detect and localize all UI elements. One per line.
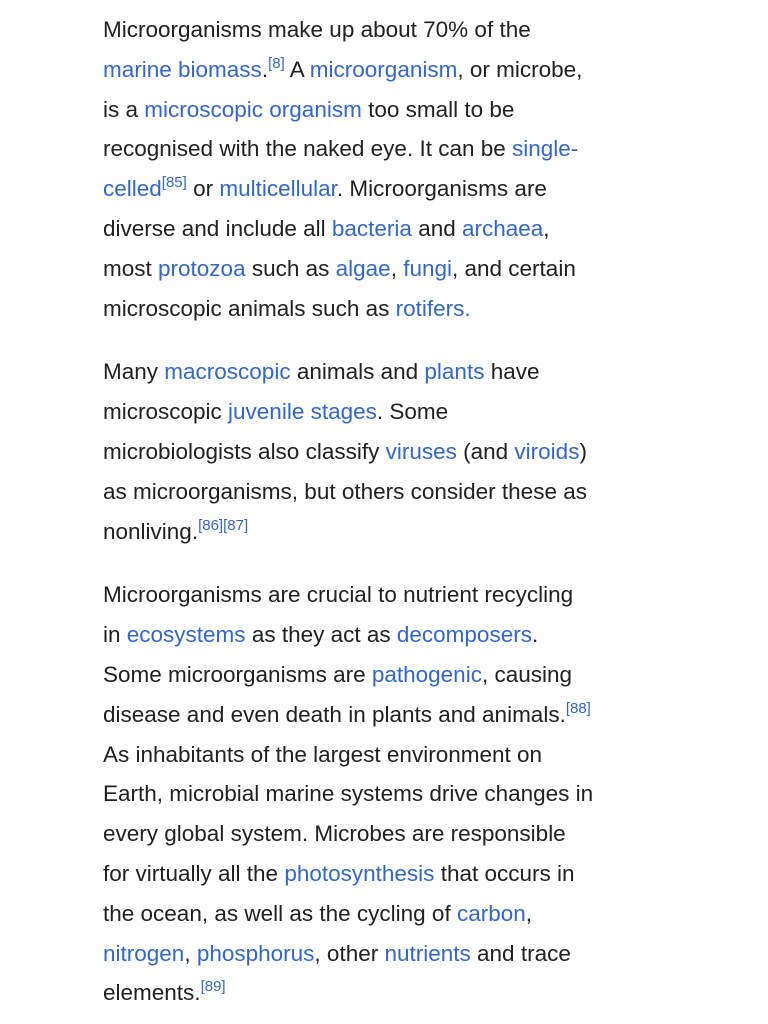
text: too small to be (361, 96, 515, 122)
link-microscopic-organism[interactable]: microscopic organism (144, 96, 362, 122)
link-multicellular[interactable]: multicellular (219, 176, 337, 202)
link-nitrogen[interactable]: nitrogen (103, 940, 185, 966)
text: most (103, 255, 159, 281)
text: animals and (290, 359, 425, 385)
text: diverse and include all (103, 215, 332, 241)
text-line (103, 352, 683, 392)
text: and trace (470, 940, 571, 966)
paragraph-3 (103, 575, 683, 1013)
text-line (103, 90, 683, 130)
text: . Microorganisms are (336, 176, 547, 202)
citation-87[interactable]: [87] (223, 516, 249, 534)
link-fungi[interactable]: fungi (403, 255, 452, 281)
text-line (103, 854, 683, 894)
text-line (103, 934, 683, 974)
text-line (103, 392, 683, 432)
text-line (103, 973, 683, 1013)
link-bacteria[interactable]: bacteria (331, 215, 412, 241)
paragraph-2 (103, 352, 683, 551)
text: Microorganisms make up about 70% of the (103, 17, 531, 42)
text-line (103, 432, 683, 472)
text-line (103, 695, 683, 735)
citation-89[interactable]: [89] (200, 978, 226, 996)
text-line (103, 894, 683, 934)
link-phosphorus[interactable]: phosphorus (196, 940, 315, 966)
link-plants[interactable]: plants (424, 359, 485, 385)
text-line (103, 814, 683, 854)
text: and (411, 215, 462, 241)
text: , (184, 940, 197, 966)
link-pathogenic[interactable]: pathogenic (371, 661, 482, 687)
text: . (531, 622, 539, 648)
text: elements. (103, 980, 201, 1006)
link-photosynthesis[interactable]: photosynthesis (284, 860, 435, 886)
text: disease and even death in plants and animals. (103, 701, 566, 727)
link-protozoa[interactable]: protozoa (158, 255, 246, 281)
text: , and certain (452, 255, 576, 281)
text: , other (314, 940, 385, 966)
link-viroids[interactable]: viroids (514, 438, 580, 464)
citation-85[interactable]: [85] (161, 174, 187, 192)
citation-88[interactable]: [88] (565, 699, 591, 717)
text-line (103, 129, 683, 169)
text: in (103, 622, 127, 648)
link-viruses[interactable]: viruses (385, 438, 457, 464)
text-line (103, 575, 683, 615)
text-line (103, 289, 683, 329)
text-line (103, 50, 683, 90)
text: have (484, 359, 540, 385)
text: A (284, 56, 310, 82)
link-marine-biomass[interactable]: marine biomass (103, 56, 262, 82)
link-algae[interactable]: algae (335, 255, 391, 281)
text: . Some (376, 399, 449, 425)
text: Earth, microbial marine systems drive changes in (103, 781, 594, 807)
text: (and (456, 438, 515, 464)
text-line (103, 735, 683, 775)
text: , causing (481, 661, 573, 687)
text: Some microorganisms are (103, 661, 372, 687)
citation-86[interactable]: [86] (198, 516, 224, 534)
text: that occurs in (434, 860, 575, 886)
text-line (103, 655, 683, 695)
link-macroscopic[interactable]: macroscopic (164, 359, 291, 385)
text: for virtually all the (103, 860, 285, 886)
paragraph-1 (103, 10, 683, 328)
text: microbiologists also classify (103, 438, 386, 464)
text: as microorganisms, but others consider these as (103, 478, 587, 504)
link-single-celled[interactable]: single- (512, 136, 579, 162)
text: the ocean, as well as the cycling of (103, 900, 457, 926)
text: Microorganisms are crucial to nutrient recycling (103, 582, 574, 608)
link-microorganism[interactable]: microorganism (309, 56, 458, 82)
text: . (261, 56, 269, 82)
link-carbon[interactable]: carbon (456, 900, 526, 926)
link-nutrients[interactable]: nutrients (384, 940, 471, 966)
text: as they act as (245, 622, 397, 648)
text-line (103, 472, 683, 512)
text-line (103, 10, 683, 50)
text-line (103, 209, 683, 249)
text: , (390, 255, 404, 281)
text: nonliving. (103, 518, 199, 544)
text: such as (245, 255, 336, 281)
text: Many (103, 359, 165, 385)
text: , (543, 215, 550, 241)
article-body (103, 10, 683, 1013)
link-archaea[interactable]: archaea (461, 215, 544, 241)
text: ) (579, 438, 587, 464)
text: every global system. Microbes are responsible (103, 821, 566, 847)
text-line (103, 249, 683, 289)
citation-8[interactable]: [8] (268, 54, 285, 72)
text: microscopic animals such as (103, 295, 396, 321)
text-line (103, 615, 683, 655)
link-juvenile-stages[interactable]: juvenile stages (228, 399, 377, 425)
link-decomposers[interactable]: decomposers (396, 622, 532, 648)
text: , (525, 900, 533, 926)
text: recognised with the naked eye. It can be (103, 136, 513, 162)
text-line (103, 774, 683, 814)
text: , or microbe, (457, 56, 583, 82)
text-line (103, 169, 683, 209)
link-single-celled[interactable]: celled (103, 176, 162, 202)
text: microscopic (103, 399, 229, 425)
text: or (186, 176, 220, 202)
link-ecosystems[interactable]: ecosystems (126, 622, 246, 648)
link-rotifers[interactable]: rotifers. (395, 295, 471, 321)
text: As inhabitants of the largest environment on (103, 741, 543, 767)
text-line (103, 512, 683, 552)
text: is a (103, 96, 145, 122)
